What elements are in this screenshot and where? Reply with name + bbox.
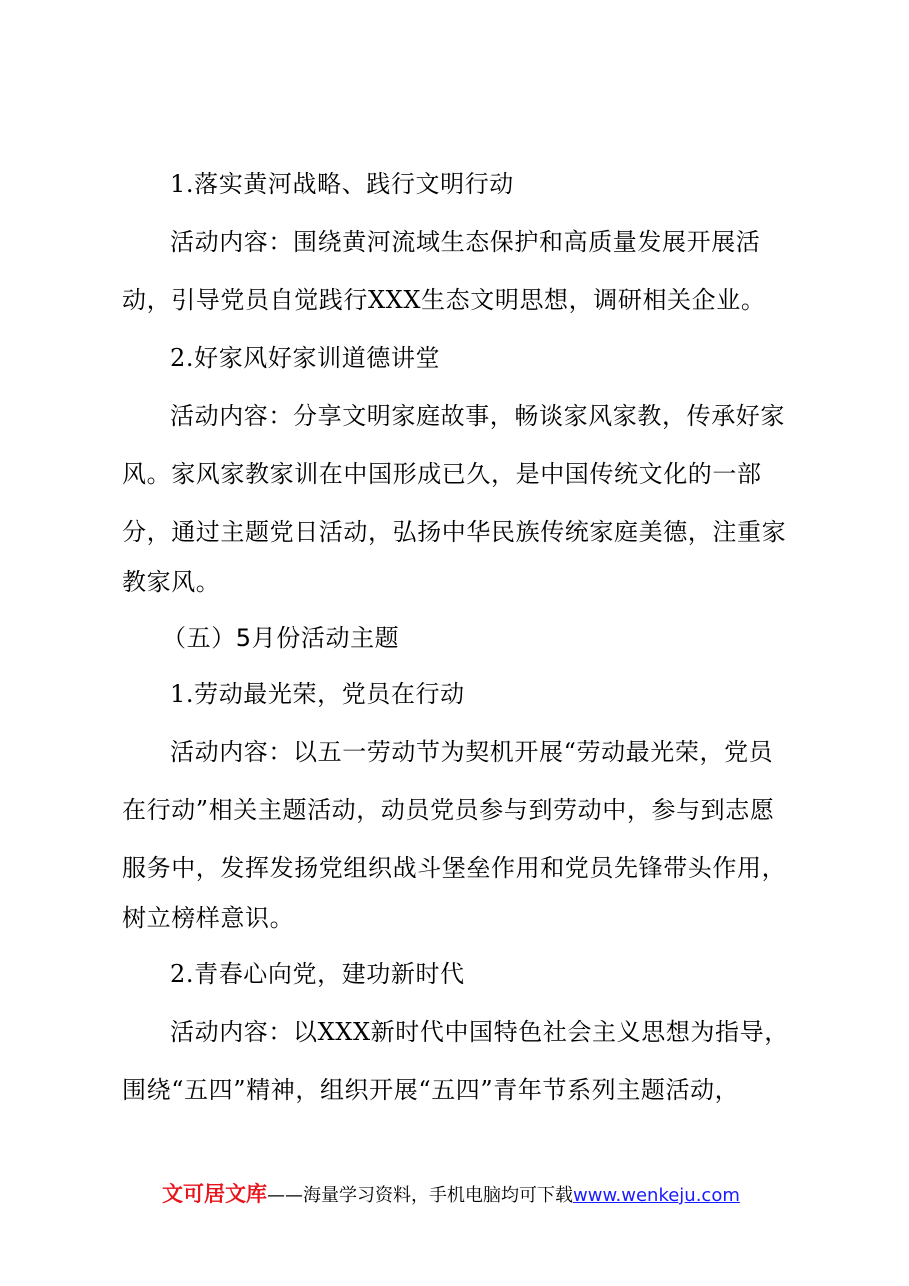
paragraph-line: 在行动”相关主题活动，动员党员参与到劳动中，参与到志愿	[122, 796, 775, 824]
paragraph-line: 分，通过主题党日活动，弘扬中华民族传统家庭美德，注重家	[122, 518, 787, 546]
section-heading-2: 2.好家风好家训道德讲堂	[170, 344, 441, 372]
paragraph-line: 树立榜样意识。	[122, 904, 295, 932]
paragraph-line: 活动内容：以五一劳动节为契机开展“劳动最光荣，党员	[170, 738, 774, 766]
brand-logo-text: 文可居文库	[162, 1182, 267, 1206]
paragraph-line: 动，引导党员自觉践行XXX生态文明思想，调研相关企业。	[122, 286, 766, 314]
chapter-heading: （五）5月份活动主题	[162, 624, 400, 652]
paragraph-line: 活动内容：围绕黄河流域生态保护和高质量发展开展活	[170, 228, 761, 256]
paragraph-line: 教家风。	[122, 568, 221, 596]
website-link[interactable]: www.wenkeju.com	[573, 1185, 740, 1206]
paragraph-line: 服务中，发挥发扬党组织战斗堡垒作用和党员先锋带头作用，	[122, 854, 787, 882]
section-heading-4: 2.青春心向党，建功新时代	[170, 960, 465, 988]
section-heading-3: 1.劳动最光荣，党员在行动	[170, 680, 465, 708]
paragraph-line: 活动内容：以XXX新时代中国特色社会主义思想为指导，	[170, 1018, 789, 1046]
section-heading-1: 1.落实黄河战略、践行文明行动	[170, 170, 514, 198]
footer-banner	[162, 1180, 740, 1210]
footer-tagline: ——海量学习资料，手机电脑均可下载	[267, 1185, 573, 1206]
paragraph-line: 围绕“五四”精神，组织开展“五四”青年节系列主题活动，	[122, 1076, 740, 1104]
paragraph-line: 活动内容：分享文明家庭故事，畅谈家风家教，传承好家	[170, 402, 785, 430]
paragraph-line: 风。家风家教家训在中国形成已久，是中国传统文化的一部	[122, 460, 762, 488]
